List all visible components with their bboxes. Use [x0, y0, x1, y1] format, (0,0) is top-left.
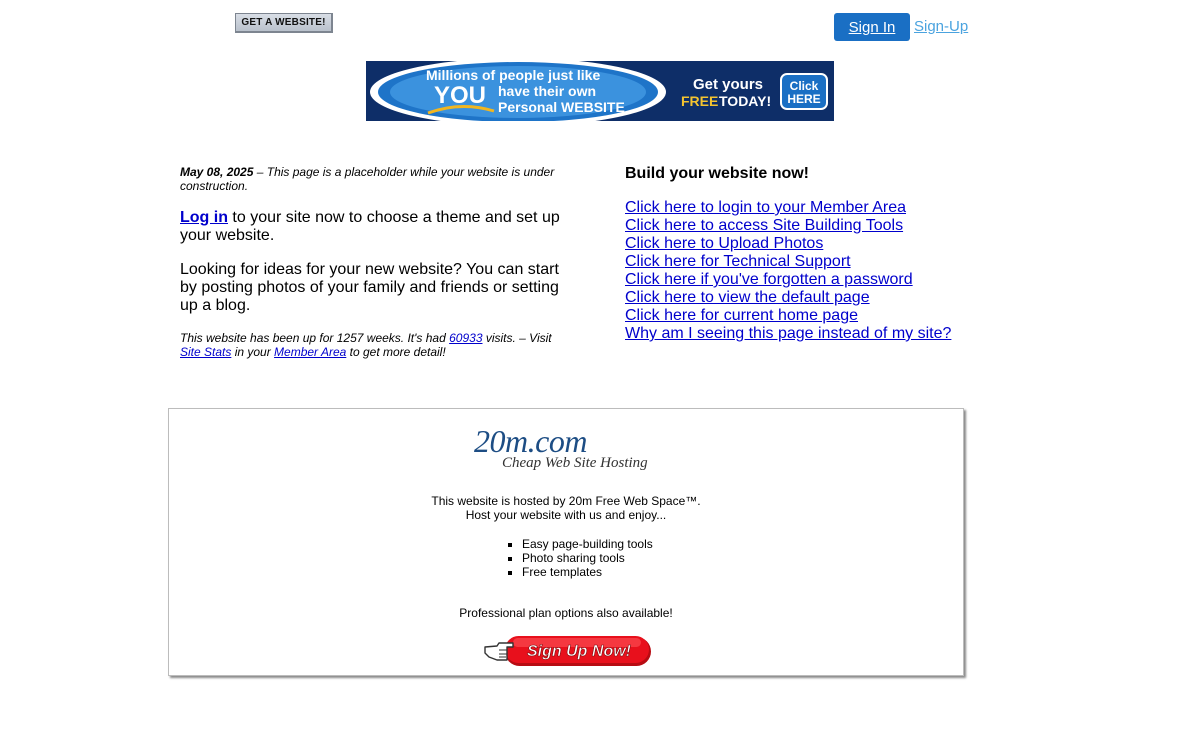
list-item: [625, 235, 985, 253]
visits-link[interactable]: 60933: [449, 331, 483, 345]
left-column: [180, 165, 575, 359]
technical-support-link[interactable]: Click here for Technical Support: [625, 253, 851, 270]
list-item: ▪ Easy page-building tools: [522, 537, 653, 551]
free-website-banner[interactable]: [366, 61, 834, 121]
date-label: May 08, 2025: [180, 165, 254, 179]
login-paragraph: [180, 209, 575, 245]
list-item: [625, 271, 985, 289]
list-item: [625, 217, 985, 235]
why-this-page-link[interactable]: Why am I seeing this page instead of my site?: [625, 325, 952, 342]
placeholder-note: [180, 165, 575, 193]
banner-line2: have their own: [498, 83, 597, 99]
20m-logo[interactable]: 20m.com: [474, 423, 587, 459]
get-a-website-button[interactable]: [235, 13, 333, 33]
placeholder-text: – This page is a placeholder while your website is under construction.: [180, 165, 555, 193]
banner-today: TODAY!: [719, 93, 772, 109]
right-column: [625, 165, 985, 343]
list-item: [625, 253, 985, 271]
features-list: [506, 537, 653, 579]
professional-plan-text: Professional plan options also available!: [459, 606, 673, 620]
hosted-by-line: This website is hosted by 20m Free Web Space™.: [431, 494, 701, 508]
upload-photos-link[interactable]: Click here to Upload Photos: [625, 235, 824, 252]
member-area-link[interactable]: Member Area: [274, 345, 347, 359]
list-item: [625, 289, 985, 307]
log-in-link[interactable]: Log in: [180, 209, 228, 226]
list-item: ▪ Free templates: [522, 565, 653, 579]
enjoy-line: Host your website with us and enjoy...: [465, 508, 667, 522]
list-item: [625, 325, 985, 343]
current-home-page-link[interactable]: Click here for current home page: [625, 307, 858, 324]
site-building-tools-link[interactable]: Click here to access Site Building Tools: [625, 217, 904, 234]
ideas-paragraph: Looking for ideas for your new website? You can start by posting photos of your family and friends or setting up a blog.: [180, 261, 559, 314]
site-stats-link[interactable]: Site Stats: [180, 345, 232, 359]
forgotten-password-link[interactable]: Click here if you've forgotten a password: [625, 271, 913, 288]
uptime-mid: visits. – Visit: [482, 331, 552, 345]
banner-line1: Millions of people just like: [426, 67, 601, 83]
list-item: [625, 307, 985, 325]
banner-get-yours: Get yours: [693, 76, 764, 93]
in-your-text: in your: [231, 345, 275, 359]
banner-here: HERE: [787, 92, 821, 106]
sign-up-now-graphic: [483, 635, 653, 669]
banner-graphic: [366, 61, 834, 121]
login-text: to your site now to choose a theme and set up your website.: [180, 209, 560, 244]
quick-links-list: [625, 199, 985, 343]
hosted-by-text: [169, 494, 963, 522]
sign-up-link[interactable]: Sign-Up: [914, 18, 969, 35]
banner-line3: Personal WEBSITE: [498, 99, 625, 115]
get-a-website-label: GET A WEBSITE!: [241, 17, 326, 28]
banner-you: YOU: [434, 82, 487, 109]
sign-up-now-button[interactable]: [483, 635, 653, 669]
list-item: [625, 199, 985, 217]
uptime-post: to get more detail!: [346, 345, 446, 359]
uptime-pre: This website has been up for 1257 weeks. It's had: [180, 331, 450, 345]
uptime-note: [180, 331, 575, 359]
build-website-heading: Build your website now!: [625, 165, 810, 182]
sign-up-now-label: Sign Up Now!: [527, 643, 631, 660]
list-item: ▪ Photo sharing tools: [522, 551, 653, 565]
banner-click: Click: [789, 79, 819, 93]
banner-free: FREE: [681, 93, 719, 109]
member-area-login-link[interactable]: Click here to login to your Member Area: [625, 199, 907, 216]
hosting-promo-box: [168, 408, 964, 676]
sign-in-label: Sign In: [848, 18, 896, 36]
logo-tagline: Cheap Web Site Hosting: [502, 455, 648, 471]
default-page-link[interactable]: Click here to view the default page: [625, 289, 870, 306]
sign-in-button[interactable]: [834, 13, 910, 41]
